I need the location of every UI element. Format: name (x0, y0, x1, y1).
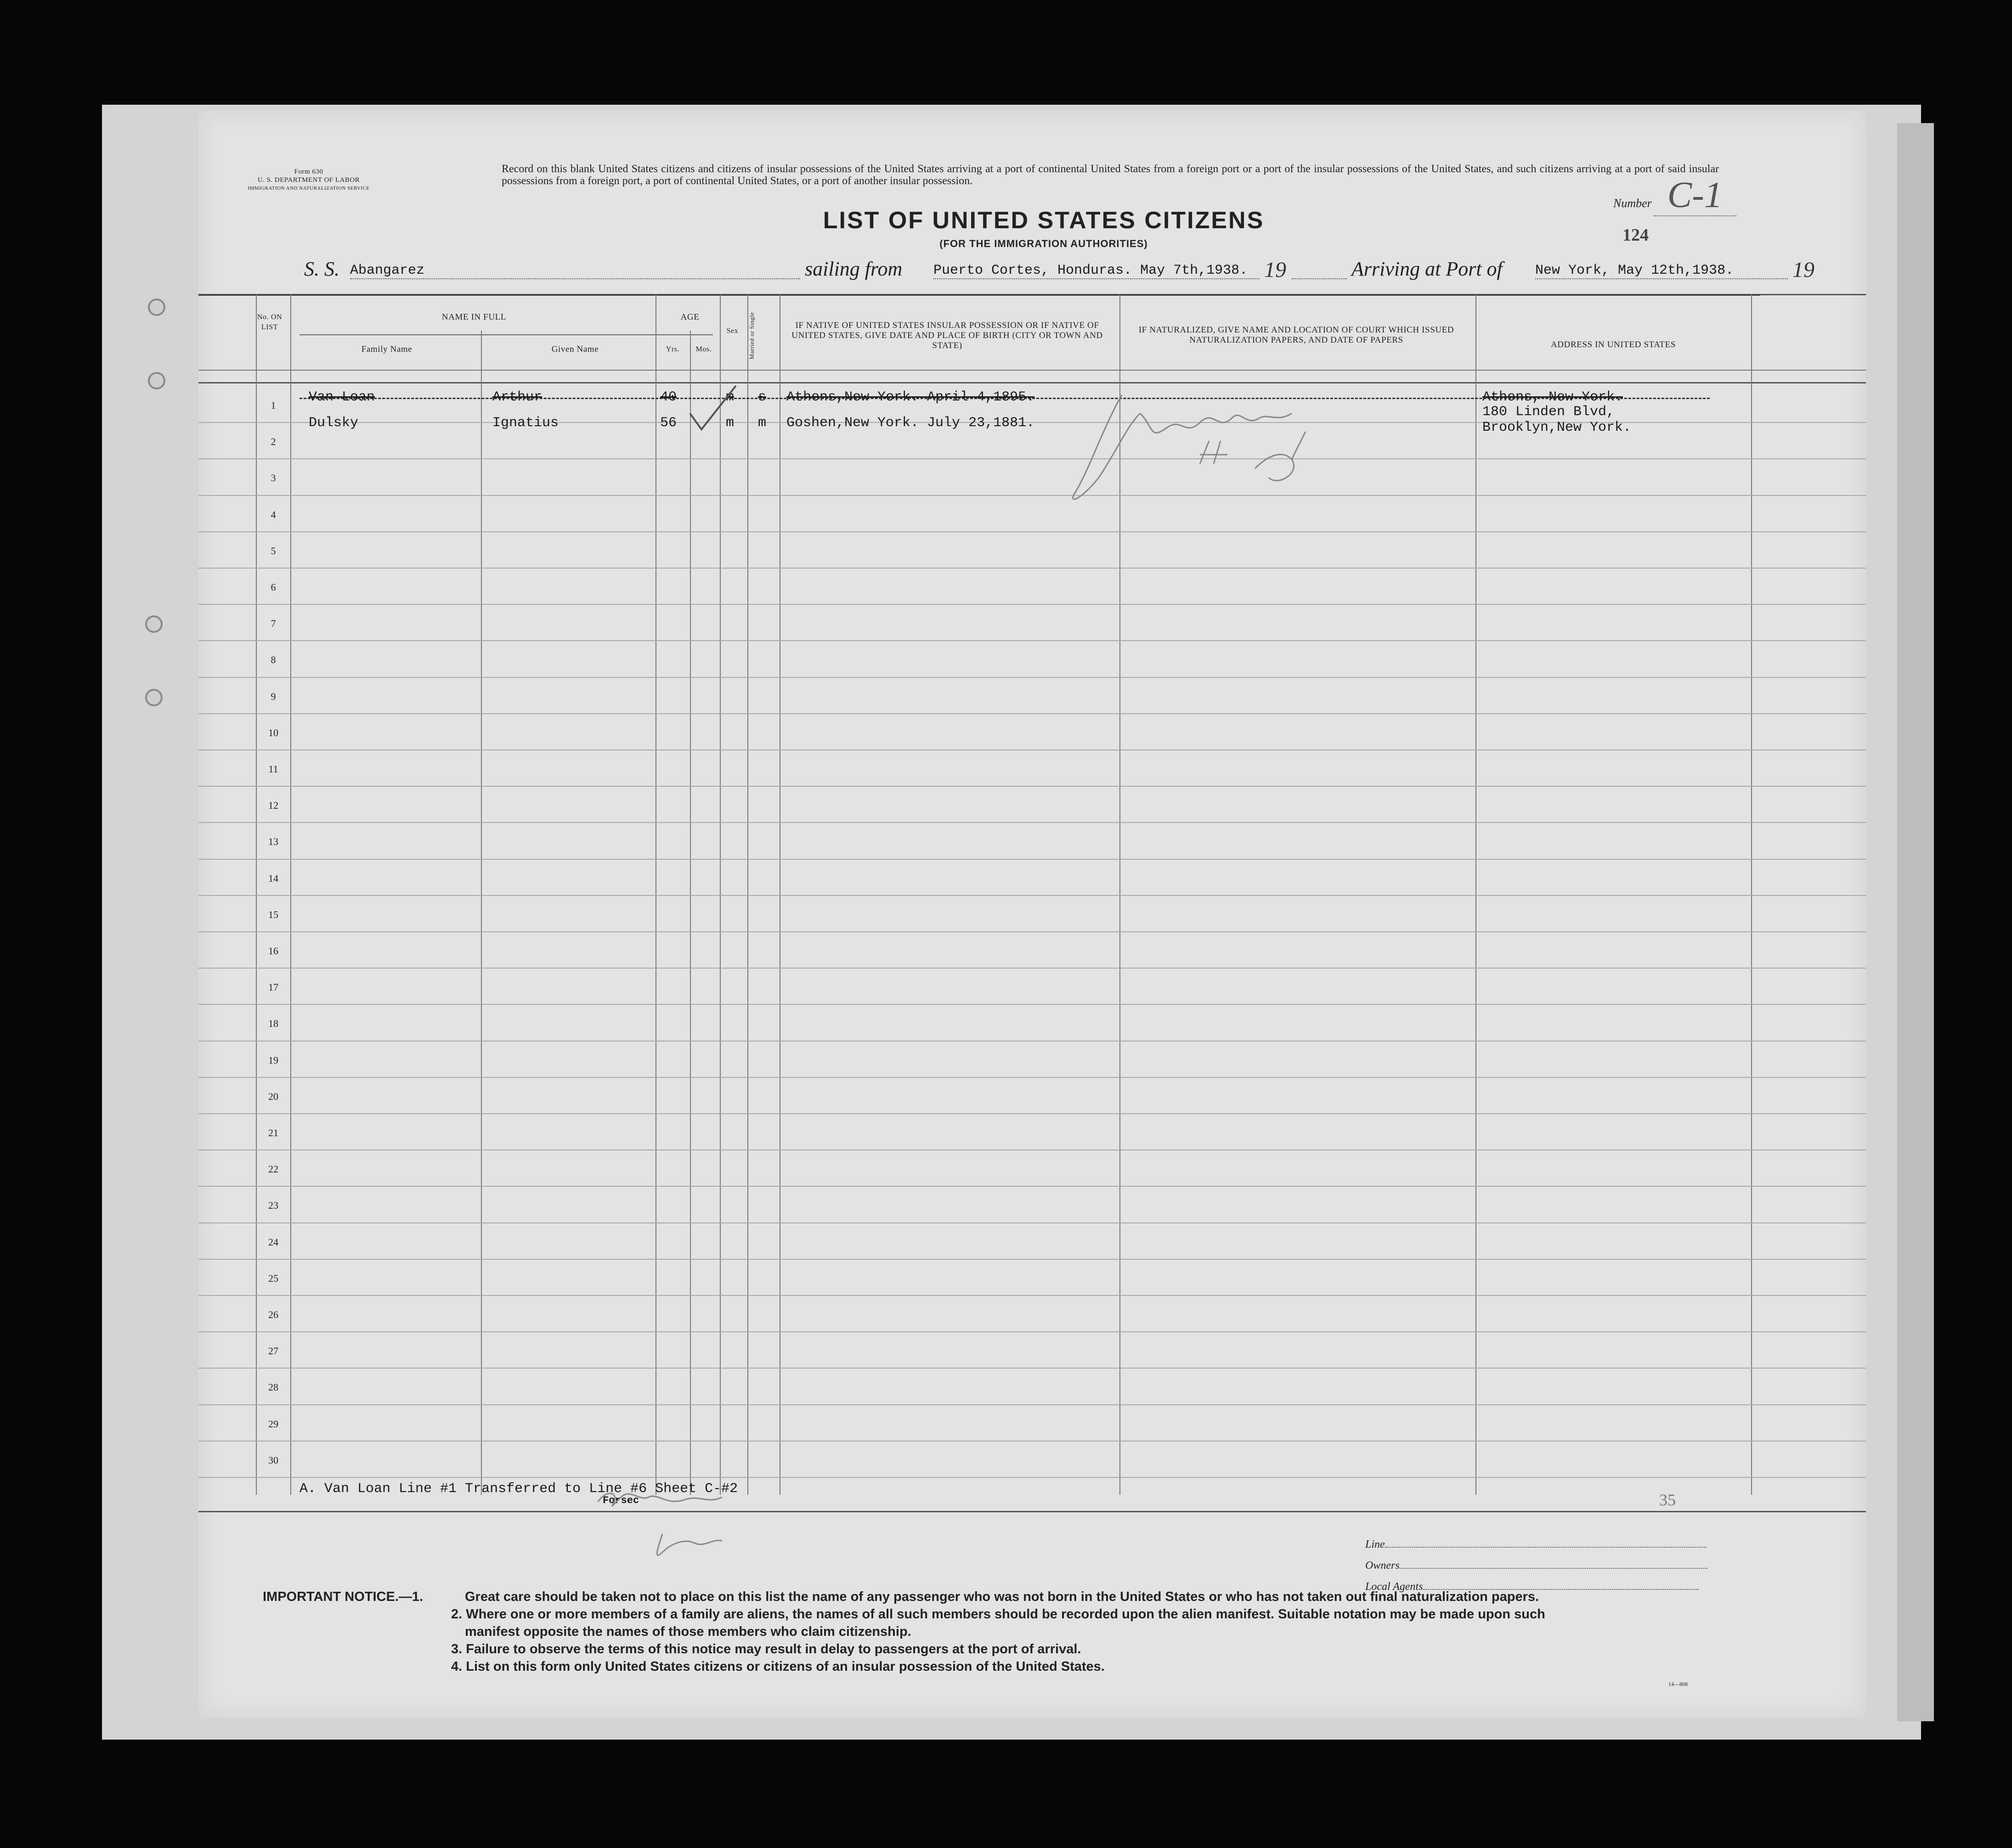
row-line (198, 1259, 1866, 1260)
row-2-address-line1: 180 Linden Blvd, (1482, 404, 1615, 420)
sailing-from: Puerto Cortes, Honduras. May 7th,1938. (933, 263, 1260, 279)
row-line (198, 749, 1866, 750)
row-number: 10 (268, 727, 278, 738)
ship-line (304, 257, 1820, 285)
row-number: 1 (271, 400, 276, 411)
row-line (198, 1331, 1866, 1332)
binder-hole (148, 372, 165, 389)
official-signature (1062, 386, 1319, 514)
row-line (198, 822, 1866, 823)
naturalized-header: IF NATURALIZED, GIVE NAME AND LOCATION OF COURT WHICH ISSUED NATURALIZATION PAPERS, AND DATE OF PAPERS (1138, 325, 1454, 345)
row-line (198, 1477, 1866, 1478)
row-number: 11 (268, 763, 278, 775)
row-number: 8 (271, 654, 276, 666)
sex-header: Sex (726, 327, 739, 335)
row-line (198, 1186, 1866, 1187)
year-prefix-2: 19 (1792, 258, 1814, 282)
department: U. S. DEPARTMENT OF LABOR (257, 176, 360, 184)
form-number: Form 630 (294, 168, 323, 175)
row-number: 25 (268, 1272, 278, 1284)
notice-item-2b: manifest opposite the names of those members who claim citizenship. (465, 1624, 911, 1639)
row-line (198, 1368, 1866, 1369)
ship-name: Abangarez (350, 263, 800, 279)
row-number: 4 (271, 508, 276, 520)
row-line (198, 1295, 1866, 1296)
age-header: AGE (680, 312, 700, 322)
row-number: 17 (268, 981, 278, 993)
page-title: LIST OF UNITED STATES CITIZENS (823, 207, 1265, 234)
page-subtitle: (FOR THE IMMIGRATION AUTHORITIES) (939, 238, 1148, 249)
number-label: Number (1613, 197, 1652, 210)
row-1-yrs: 40 (660, 389, 677, 405)
row-number: 9 (271, 690, 276, 702)
row-line (198, 677, 1866, 678)
clerk-signature (593, 1483, 777, 1575)
year-prefix: 19 (1264, 258, 1286, 282)
row-number: 23 (268, 1200, 278, 1211)
row-number: 6 (271, 581, 276, 593)
ship-label: S. S. (304, 258, 339, 280)
important-notice (263, 1588, 1825, 1675)
binder-hole (148, 299, 165, 316)
row-2-birth: Goshen,New York. July 23,1881. (786, 415, 1035, 431)
row-number: 22 (268, 1163, 278, 1175)
row-line (198, 604, 1866, 605)
number-field (1613, 175, 1802, 216)
row-number: 15 (268, 908, 278, 920)
row-1-family: Van Loan (309, 389, 375, 405)
local-agents-label: Local Agents (1365, 1576, 1760, 1597)
married-single-header: Married or Single (748, 312, 755, 360)
row-2-sex: m (726, 415, 735, 431)
row-line (198, 568, 1866, 569)
family-name-header: Family Name (361, 344, 413, 354)
row-number: 2 (271, 436, 276, 448)
year-blank (1292, 263, 1347, 279)
row-1-sex: m (726, 389, 735, 405)
row-number: 19 (268, 1054, 278, 1066)
row-2-yrs: 56 (660, 415, 677, 431)
notice-item-1: Great care should be taken not to place on this list the name of any passenger who was not born in the United States or who has not taken out final naturalization papers. (465, 1589, 1539, 1604)
line-label: Line (1365, 1534, 1760, 1555)
row-2-given: Ignatius (492, 415, 559, 431)
page-edge (1897, 123, 1934, 1721)
mos-header: Mos. (695, 345, 712, 353)
row-line (198, 1149, 1866, 1150)
sheet-count: 35 (1659, 1491, 1676, 1509)
row-line (198, 968, 1866, 969)
row-line (198, 859, 1866, 860)
row-number: 27 (268, 1345, 278, 1357)
notice-item-4: 4. List on this form only United States citizens or citizens of an insular possession of the United States. (451, 1659, 1105, 1674)
row-number: 7 (271, 618, 276, 630)
row-2-family: Dulsky (309, 415, 359, 431)
notice-item-3: 3. Failure to observe the terms of this notice may result in delay to passengers at the port of arrival. (451, 1642, 1081, 1656)
check-mark-icon (685, 381, 740, 436)
row-1-birth: Athens,New York. April 4,1895. (786, 389, 1035, 405)
passenger-table (198, 294, 1866, 1534)
row-line (198, 495, 1866, 496)
row-number: 30 (268, 1454, 278, 1466)
row-30-note: A. Van Loan Line #1 Transferred to Line #6 Sheet C-#2 (300, 1481, 738, 1497)
row-line (198, 786, 1866, 787)
service: IMMIGRATION AND NATURALIZATION SERVICE (248, 186, 370, 191)
row-2-address-line2: Brooklyn,New York. (1482, 420, 1632, 435)
row-line (198, 1077, 1866, 1078)
birth-header: IF NATIVE OF UNITED STATES INSULAR POSSESSION OR IF NATIVE OF UNITED STATES, GIVE DATE AND PLACE OF BIRTH (CITY OR TOWN AND STATE) (791, 321, 1103, 350)
record-instruction: Record on this blank United States citizens and citizens of insular possessions of the United States arriving at a port of continental United States from a foreign port or a port of the insular possessions of the United States, and such citizens arriving at a port of said insular possessions from a foreign port, a port of continental United States, or a port of another insular possession. (502, 163, 1719, 187)
row-number: 18 (268, 1018, 278, 1030)
row-line (198, 1404, 1866, 1405)
row-number: 16 (268, 945, 278, 957)
arriving-port: New York, May 12th,1938. (1535, 263, 1788, 279)
sailing-label: sailing from (805, 258, 903, 280)
row-number: 3 (271, 472, 276, 484)
yrs-header: Yrs. (666, 345, 680, 353)
row-number: 12 (268, 800, 278, 811)
row-line (198, 1113, 1866, 1114)
owners-label: Owners (1365, 1555, 1760, 1576)
notice-heading: IMPORTANT NOTICE.—1. (263, 1589, 424, 1604)
name-in-full-header: NAME IN FULL (441, 312, 507, 322)
row-number: 13 (268, 836, 278, 848)
form-id-block (240, 168, 378, 192)
row-line (198, 1004, 1866, 1005)
row-line (198, 1041, 1866, 1042)
forsec-label: Forsec (603, 1495, 639, 1506)
row-1-marital: s (758, 389, 767, 405)
row-number: 20 (268, 1090, 278, 1102)
given-name-header: Given Name (551, 344, 599, 354)
row-line (198, 895, 1866, 896)
number-value: C-1 (1654, 175, 1736, 216)
form-sheet (198, 110, 1866, 1718)
binder-hole (145, 615, 163, 633)
row-number: 28 (268, 1381, 278, 1393)
arriving-label: Arriving at Port of (1351, 258, 1503, 280)
row-line (198, 931, 1866, 932)
row-2-marital: m (758, 415, 767, 431)
row-number: 29 (268, 1418, 278, 1430)
row-line (198, 458, 1866, 459)
address-header: ADDRESS IN UNITED STATES (1550, 340, 1676, 349)
notice-item-2a: 2. Where one or more members of a family are aliens, the names of all such members should be recorded upon the alien manifest. Suitable notation may be made upon such (451, 1607, 1545, 1622)
print-code: 14—808 (1668, 1681, 1688, 1687)
row-line (198, 640, 1866, 641)
row-number: 24 (268, 1236, 278, 1248)
row-1-address: Athens, New York. (1482, 389, 1623, 405)
row-line (198, 531, 1866, 532)
binder-hole (145, 689, 163, 706)
row-line (198, 713, 1866, 714)
row-line (198, 1441, 1866, 1442)
no-on-list-header: No. ON LIST (257, 313, 283, 331)
row-number: 14 (268, 872, 278, 884)
row-number: 21 (268, 1127, 278, 1138)
row-number: 26 (268, 1309, 278, 1320)
page-stamp: 124 (1622, 225, 1649, 245)
row-number: 5 (271, 545, 276, 557)
row-1-given: Arthur (492, 389, 543, 405)
